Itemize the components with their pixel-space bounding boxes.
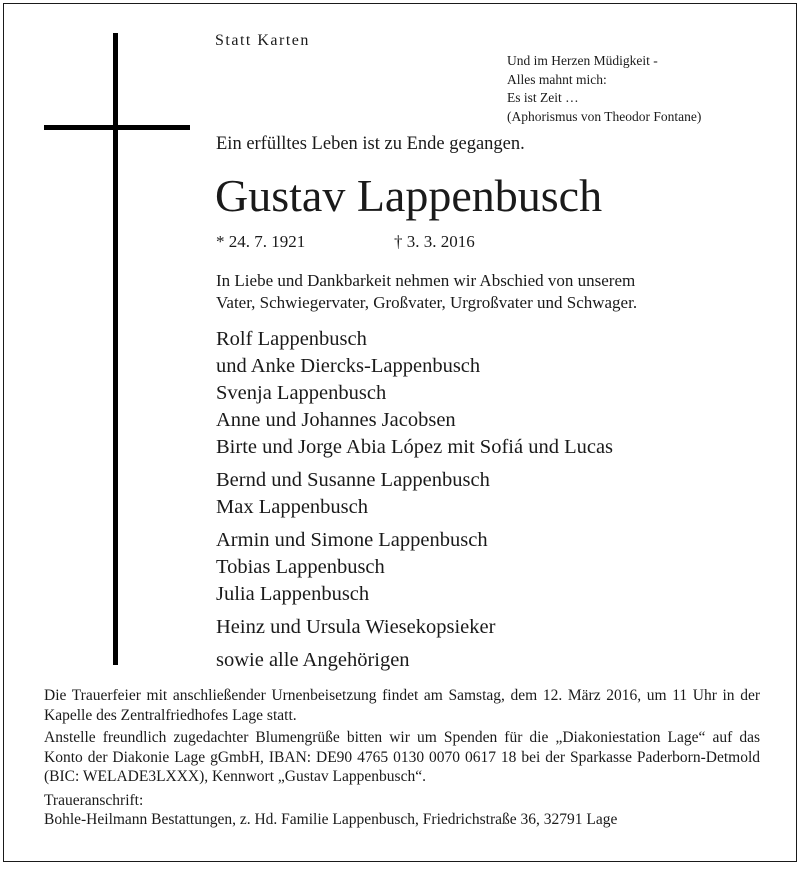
mourner-name: Armin und Simone Lappenbusch [216,529,488,551]
quote-line: Und im Herzen Müdigkeit - [507,53,658,68]
mourner-name: Birte und Jorge Abia López mit Sofiá und Lucas [216,436,614,458]
quote-line: Alles mahnt mich: [507,71,607,87]
mourner-name: und Anke Diercks-Lappenbusch [216,355,481,377]
mourner-group [216,527,613,608]
mourner-name: Tobias Lappenbusch [216,556,385,578]
mourner-group [216,614,613,641]
quote-attribution: (Aphorismus von Theodor Fontane) [507,108,702,124]
mourner-name: Max Lappenbusch [216,496,368,518]
mourner-name: Anne und Johannes Jacobsen [216,409,456,431]
life-dates [216,232,475,252]
farewell-line: In Liebe und Dankbarkeit nehmen wir Abschied von unserem [216,271,636,290]
death-date: † 3. 3. 2016 [394,232,475,251]
cross-icon-horizontal-beam [44,125,190,130]
deceased-name: Gustav Lappenbusch [215,170,603,221]
mourner-name: Heinz und Ursula Wiesekopsieker [216,616,496,638]
mourner-name: sowie alle Angehörigen [216,649,410,671]
address-label: Traueranschrift: [44,791,144,809]
mourner-name: Bernd und Susanne Lappenbusch [216,469,490,491]
mourner-group [216,647,613,674]
birth-date: * 24. 7. 1921 [216,232,306,251]
mourning-address: Bohle-Heilmann Bestattungen, z. Hd. Familie Lappenbusch, Friedrichstraße 36, 32791 Lage [44,811,618,828]
statt-karten-label: Statt Karten [215,32,310,49]
intro-line: Ein erfülltes Leben ist zu Ende gegangen. [216,134,525,154]
funeral-details [44,686,760,830]
mourner-group [216,326,613,461]
mourner-name: Julia Lappenbusch [216,583,370,605]
funeral-info: Die Trauerfeier mit anschließender Urnenbeisetzung findet am Samstag, dem 12. März 2016, um 11 Uhr in der Kapelle des Zentralfriedhofes Lage statt. [44,687,760,724]
farewell-text [216,270,761,314]
donation-info: Anstelle freundlich zugedachter Blumengrüße bitten wir um Spenden für die „Diakoniestation Lage“ auf das Konto der Diakonie Lage gGmbH, IBAN: DE90 4765 0130 0070 0617 18 bei der Sparkasse Paderborn-Detmold (BIC: WELADE3LXXX), Kennwort „Gustav Lappenbusch“. [44,729,760,785]
quote-line: Es ist Zeit … [507,90,579,105]
mourners-list [216,326,613,674]
mourner-name: Svenja Lappenbusch [216,382,387,404]
fontane-quote [507,52,701,126]
mourner-group [216,467,613,521]
mourner-name: Rolf Lappenbusch [216,328,367,350]
farewell-line: Vater, Schwiegervater, Großvater, Urgroßvater und Schwager. [216,293,638,312]
